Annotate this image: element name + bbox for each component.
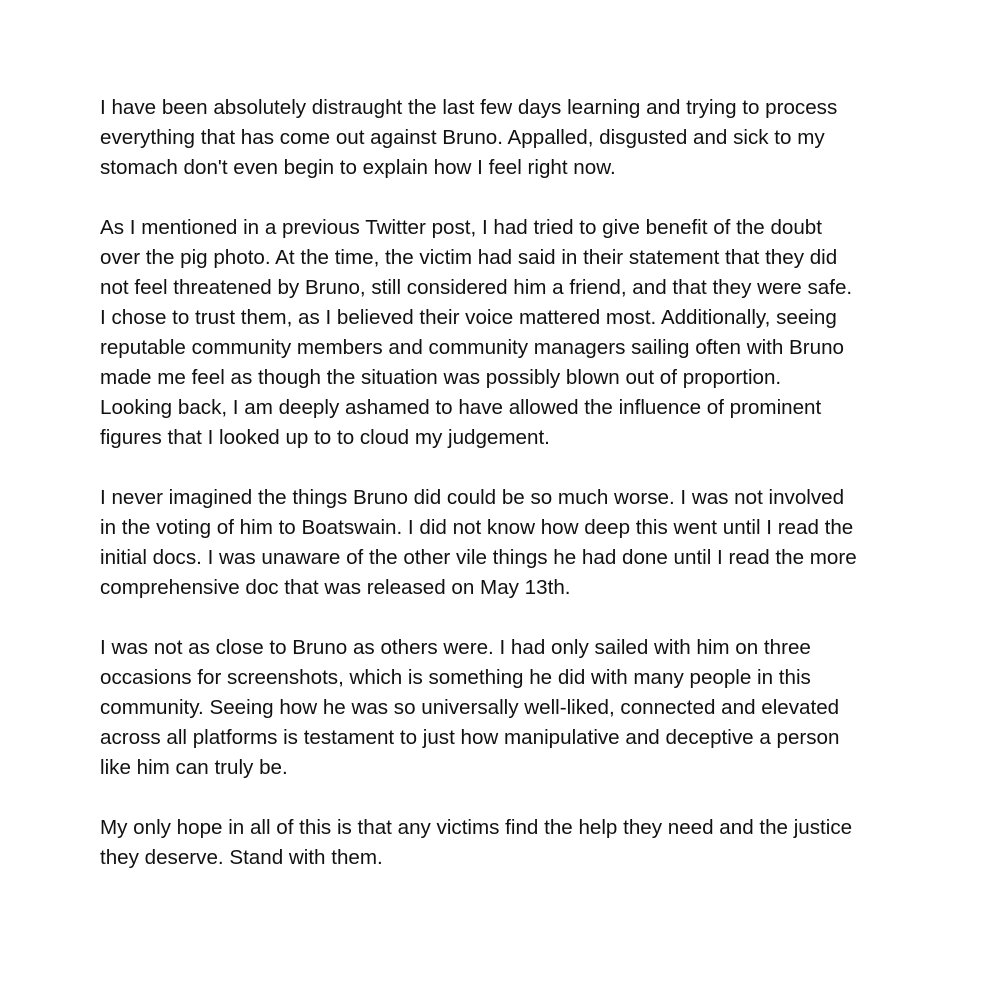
paragraph-3 [100, 483, 910, 603]
paragraph-2 [100, 213, 910, 453]
text-line: community. Seeing how he was so universally well-liked, connected and elevated [100, 696, 840, 719]
text-line: made me feel as though the situation was possibly blown out of proportion. [100, 366, 782, 389]
text-line: stomach don't even begin to explain how I feel right now. [100, 156, 616, 179]
text-line: across all platforms is testament to just how manipulative and deceptive a person [100, 726, 840, 749]
text-line: reputable community members and community managers sailing often with Bruno [100, 336, 845, 359]
text-line: My only hope in all of this is that any victims find the help they need and the justice [100, 816, 853, 839]
text-line: initial docs. I was unaware of the other vile things he had done until I read the more [100, 546, 857, 569]
text-line: like him can truly be. [100, 756, 288, 779]
text-line: occasions for screenshots, which is something he did with many people in this [100, 666, 811, 689]
text-line: in the voting of him to Boatswain. I did not know how deep this went until I read the [100, 516, 854, 539]
paragraph-1 [100, 93, 910, 183]
statement-body [100, 93, 910, 873]
paragraph-5 [100, 813, 910, 873]
text-line: figures that I looked up to to cloud my judgement. [100, 426, 550, 449]
text-line: I never imagined the things Bruno did could be so much worse. I was not involved [100, 486, 845, 509]
text-line: not feel threatened by Bruno, still considered him a friend, and that they were safe. [100, 276, 853, 299]
text-line: I was not as close to Bruno as others were. I had only sailed with him on three [100, 636, 811, 659]
paragraph-4 [100, 633, 910, 783]
text-line: I have been absolutely distraught the last few days learning and trying to process [100, 96, 838, 119]
text-line: Looking back, I am deeply ashamed to have allowed the influence of prominent [100, 396, 822, 419]
text-line: everything that has come out against Bruno. Appalled, disgusted and sick to my [100, 126, 825, 149]
text-line: over the pig photo. At the time, the victim had said in their statement that they did [100, 246, 838, 269]
text-line: they deserve. Stand with them. [100, 846, 383, 869]
text-line: I chose to trust them, as I believed their voice mattered most. Additionally, seeing [100, 306, 837, 329]
text-line: As I mentioned in a previous Twitter post, I had tried to give benefit of the doubt [100, 216, 822, 239]
text-line: comprehensive doc that was released on May 13th. [100, 576, 571, 599]
